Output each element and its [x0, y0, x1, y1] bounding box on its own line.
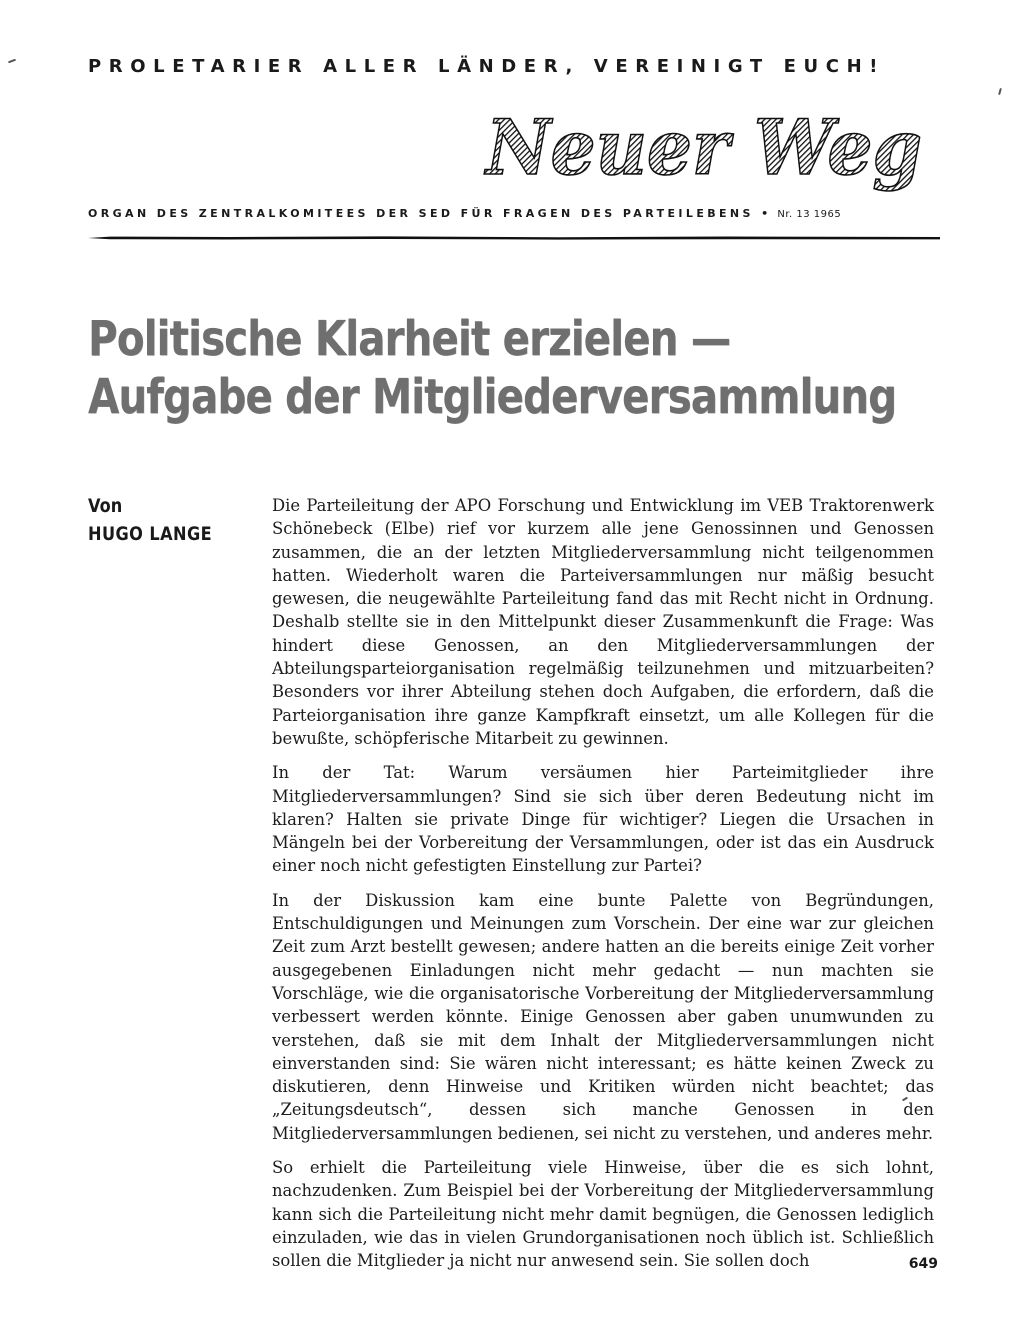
issue-number: Nr. 13 1965 — [777, 209, 842, 220]
byline-von: Von — [88, 495, 123, 517]
scan-speck — [998, 88, 1002, 95]
organ-line — [88, 207, 940, 225]
masthead-rule — [88, 233, 940, 243]
article-headline — [88, 310, 968, 426]
masthead-title: Neuer Weg — [484, 103, 922, 192]
slogan: PROLETARIER ALLER LÄNDER, VEREINIGT EUCH! — [88, 56, 886, 77]
article-body — [272, 494, 934, 1284]
headline-line-1: Politische Klarheit erzielen — — [88, 311, 731, 367]
paragraph-3: In der Diskussion kam eine bunte Palette von Begründungen, Entschuldigungen und Meinungen zum Vorschein. Der eine war zur gleichen Zeit zum Arzt bestellt gewesen; andere hatten an die bereits einige Zeit vorher ausgegebenen Einladungen nicht mehr gedacht — nun machten sie Vorschläge, wie die organisatorische Vorbereitung der Mitgliederversammlung verbessert werden könnte. Einige Genossen aber gaben unumwunden zu verstehen, daß sie mit dem Inhalt der Mitgliederversammlungen nicht einverstanden sind: Sie wären nicht interessant; es hätte keinen Zweck zu diskutieren, denn Hinweise und Kritiken würden nicht beachtet; das „Zeitungsdeutsch“, dessen sich manche Genossen in den Mitgliederversammlungen bedienen, sei nicht zu verstehen, und anderes mehr. — [272, 890, 934, 1143]
scan-speck — [8, 59, 16, 64]
paragraph-4: So erhielt die Parteileitung viele Hinweise, über die es sich lohnt, nachzudenken. Zum Beispiel bei der Vorbereitung der Mitgliederversammlung kann sich die Parteileitung nicht mehr damit begnügen, die Genossen lediglich einzuladen, wie das in vielen Grundorganisationen noch üblich ist. Schließlich sollen die Mitglieder ja nicht nur anwesend sein. Sie sollen doch — [272, 1158, 934, 1271]
byline-author: HUGO LANGE — [88, 523, 213, 545]
paragraph-2: In der Tat: Warum versäumen hier Parteimitglieder ihre Mitgliederversammlungen? Sind sie sich über deren Bedeutung nicht im klaren? Halten sie private Dinge für wichtiger? Liegen die Ursachen in Mängeln bei der Vorbereitung der Versammlungen, oder ist das ein Ausdruck einer noch nicht gefestigten Einstellung zur Partei? — [272, 763, 934, 876]
paragraph-1: Die Parteileitung der APO Forschung und Entwicklung im VEB Traktorenwerk Schönebeck (Elbe) rief vor kurzem alle jene Genossinnen und Genossen zusammen, die an der letzten Mitgliederversammlung nicht teilgenommen hatten. Wiederholt waren die Parteiversammlungen nur mäßig besucht gewesen, die neugewählte Parteileitung fand das mit Recht nicht in Ordnung. Deshalb stellte sie in den Mittelpunkt dieser Zusammenkunft die Frage: Was hindert diese Genossen, an den Mitgliederversammlungen der Abteilungsparteiorganisation regelmäßig teilzunehmen und mitzuarbeiten? Besonders vor ihrer Abteilung stehen doch Aufgaben, die erfordern, daß die Parteiorganisation ihre ganze Kampfkraft einsetzt, um alle Kollegen für die bewußte, schöpferische Mitarbeit zu gewinnen. — [272, 496, 934, 748]
organ-subtitle: ORGAN DES ZENTRALKOMITEES DER SED FÜR FRAGEN DES PARTEILEBENS — [88, 207, 754, 220]
page-number: 649 — [908, 1256, 938, 1272]
separator-dot: • — [761, 207, 769, 220]
headline-line-2: Aufgabe der Mitgliederversammlung — [88, 369, 897, 425]
masthead-logo — [480, 92, 930, 204]
byline — [88, 494, 248, 550]
masthead — [480, 92, 930, 204]
